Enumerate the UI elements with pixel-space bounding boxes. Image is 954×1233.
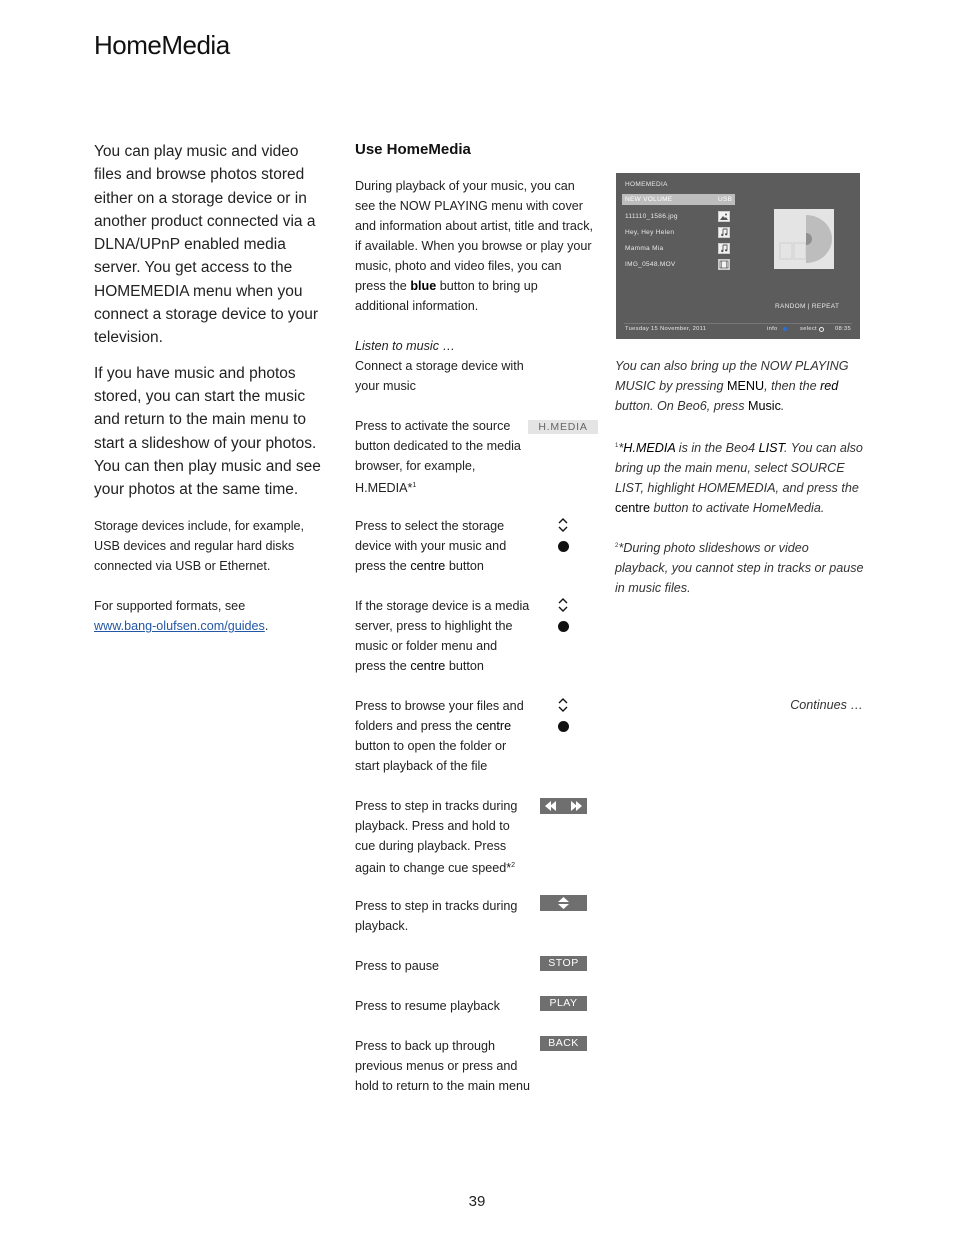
menu-key: MENU [726,379,765,393]
now-playing-note [615,356,865,416]
continues-label: Continues … [790,698,863,712]
hmedia-button[interactable]: H.MEDIA [528,420,598,434]
step-2-text [355,516,530,576]
step-text: button to open the folder or start playback of the file [355,739,507,773]
footnote-mark: 1 [412,482,417,489]
intro-text [94,140,322,513]
centre-button-icon[interactable] [558,621,569,632]
step-text: button [445,659,484,673]
step-8-text: Press to resume playback [355,999,500,1013]
footnote-mark: 2 [511,862,516,869]
desc-part: button to bring up additional information. [355,279,538,313]
centre-button-icon[interactable] [558,721,569,732]
step-6-text: Press to step in tracks during playback. [355,899,518,933]
formats-prefix: For supported formats, see [94,599,246,613]
note-text: button to activate HomeMedia. [650,501,825,516]
centre-key: centre [615,501,651,516]
note-text: . [780,399,785,413]
up-down-arrow-icon[interactable] [556,597,570,613]
footnote-mark: 2 [615,543,619,549]
list-item[interactable]: 111110_1586.jpg [625,213,678,220]
screen-date: Tuesday 15 November, 2011 [625,326,707,332]
random-repeat-modes[interactable]: RANDOM | REPEAT [775,303,840,310]
listen-heading: Listen to music … [355,339,456,353]
step-7-text: Press to pause [355,959,440,973]
music-key: Music [748,399,781,413]
note-text: . You can also bring up the main menu, select SOURCE LIST, highlight HOMEMEDIA, and press the [615,441,863,496]
section-description [355,176,595,316]
desc-part: During playback of your music, you can see the NOW PLAYING menu with cover and information about artist, title and track, if available. When you browse or play your music, photo and video files, you can press the [355,179,594,293]
step-text-key: H.MEDIA* [355,481,413,496]
back-button[interactable]: BACK [540,1036,587,1051]
note-text: *During photo slideshows or video playback, you cannot step in tracks or pause in music files. [615,541,864,596]
step-text: Press to browse your files and folders and press the [355,699,524,733]
up-down-arrow-icon[interactable] [556,517,570,533]
step-text-key: centre [410,559,446,573]
guides-link[interactable]: www.bang-olufsen.com/guides [94,619,265,633]
step-3-text [355,596,530,676]
step-text: button [445,559,484,573]
selected-tag: USB [718,196,733,203]
note-text: * [618,441,624,456]
select-ring-icon [819,327,824,332]
centre-button-icon[interactable] [558,541,569,552]
music-note-icon [718,243,730,254]
intro-paragraph-1: You can play music and video files and browse photos stored either on a storage device or in another product connected via a DLNA/UPnP enabled media server. You get access to the HOMEMEDIA menu when you connect a storage device to your television. [94,143,319,347]
page-number: 39 [468,1193,486,1210]
step-text: Press to step in tracks during playback. Press and hold to cue during playback. Press again to change cue speed* [355,799,518,876]
screen-time: 08:35 [835,326,852,332]
step-9-text: Press to back up through previous menus or press and hold to return to the main menu [355,1039,531,1093]
intro-paragraph-2: If you have music and photos stored, you can start the music and return to the main menu to start a slideshow of your photos. You can then play music and see your photos at the same time. [94,364,321,499]
step-up-down-icon[interactable] [540,895,587,911]
play-button[interactable]: PLAY [540,996,587,1011]
divider [624,323,852,324]
step-1-text [355,416,530,498]
step-text: If the storage device is a media server, press to highlight the music or folder menu and press the [355,599,530,673]
note-text: is in the Beo4 [675,441,759,456]
hmedia-key: H.MEDIA [623,441,676,456]
step-text: Press to activate the source button dedicated to the media browser, for example, [355,419,521,473]
info-label: info [767,326,778,332]
footnote-mark: 1 [615,443,619,449]
screen-header: HOMEMEDIA [625,181,668,188]
storage-note: Storage devices include, for example, USB devices and regular hard disks connected via USB or Ethernet. [94,519,305,573]
selected-label: NEW VOLUME [625,196,673,203]
film-icon [718,259,730,270]
list-item[interactable]: Hey, Hey Helen [625,229,675,236]
step-text-key: centre [476,719,512,733]
info-blue-dot-icon [783,327,787,331]
stop-button[interactable]: STOP [540,956,587,971]
list-item[interactable]: IMG_0548.MOV [625,261,676,268]
up-down-arrow-icon[interactable] [556,697,570,713]
listen-text: Connect a storage device with your music [355,359,524,393]
footnote-2 [615,536,865,598]
section-title: Use HomeMedia [355,141,471,158]
music-note-icon [718,227,730,238]
photo-icon [718,211,730,222]
select-label: select [800,326,817,332]
note-text: button. On Beo6, press [615,399,749,413]
note-text: You can also bring up the NOW PLAYING MUSIC by pressing [615,359,849,393]
listen-block [355,336,530,396]
step-text-key: centre [410,659,446,673]
note-text: , then the [764,379,821,393]
footnote-1 [615,436,865,518]
step-5-text [355,796,530,878]
formats-note [94,596,322,636]
step-4-text [355,696,530,776]
rewind-fast-forward-icon[interactable] [540,798,587,814]
list-item[interactable]: Mamma Mia [625,245,664,252]
desc-bold: blue [410,279,437,293]
page-title: HomeMedia [94,30,230,60]
disc-icon [806,215,836,263]
step-text: Press to select the storage device with your music and press the [355,519,507,573]
homemedia-screen [616,173,860,339]
red-key: red [820,379,839,393]
formats-suffix: . [264,619,269,633]
list-key: LIST [758,441,785,456]
